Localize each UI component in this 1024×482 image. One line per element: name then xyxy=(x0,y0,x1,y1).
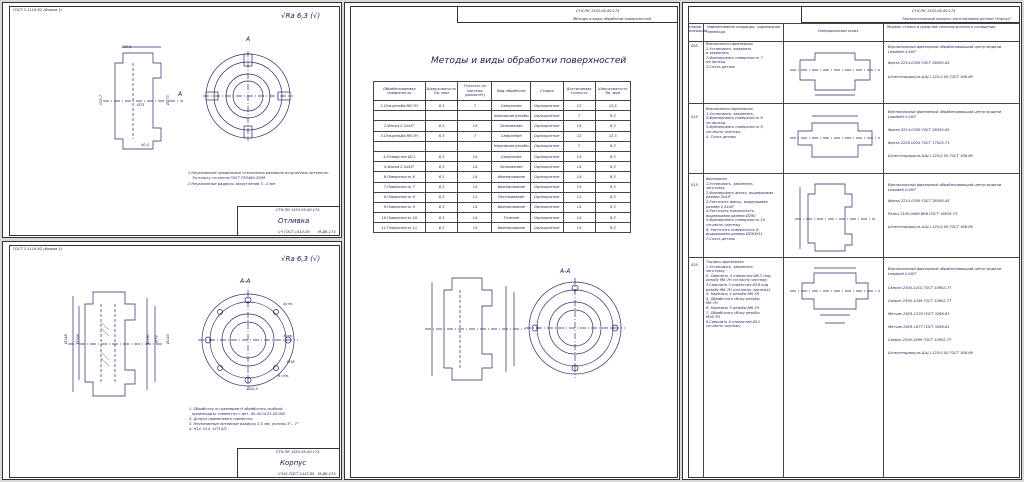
table-cell: Сверление xyxy=(492,151,531,161)
sheet-methods xyxy=(344,2,680,480)
stamp-part-name: Отливка xyxy=(278,217,310,225)
table-row xyxy=(374,162,631,172)
table-cell: 7 xyxy=(458,131,492,141)
col-accuracy: Точность по чертежу (квалитет) xyxy=(458,82,492,101)
table-cell: Зенкование xyxy=(492,121,531,131)
tool-line: Вертикальный фрезерный обрабатывающий центр модели Leadwell V-40iT xyxy=(888,183,1002,192)
dim-9: 6 отв. xyxy=(278,374,289,378)
table-row xyxy=(374,192,631,202)
table-cell: 1.Отв.резьба М8-7Н xyxy=(374,101,426,111)
title-block xyxy=(237,448,340,478)
stamp-code: СТН.ПК 1553.05.00.174 xyxy=(276,208,320,212)
col-ra: Шероховатость Ra, мкм xyxy=(425,82,458,101)
roughness-symbol: √Ra 6,3 (√) xyxy=(281,255,321,263)
table-cell: 6,3 xyxy=(595,202,630,212)
sheet-casting xyxy=(2,2,342,238)
tool-line: Вертикальный фрезерный обрабатывающий центр модели Leadwell V-40iT xyxy=(888,267,1002,276)
dim-7: 3отв. xyxy=(283,334,293,338)
note-3: 2 Неуказанные радиусы закруглений 3...5 мм xyxy=(188,182,276,186)
table-cell: Однократное xyxy=(531,213,563,223)
table-cell: Однократное xyxy=(531,151,563,161)
casting-section-view xyxy=(93,43,193,153)
table-cell: 6,3 xyxy=(595,182,630,192)
table-cell: Фрезерование xyxy=(492,223,531,233)
op-number: 020 xyxy=(691,263,698,267)
table-cell: 14 xyxy=(563,213,595,223)
table-cell: 6,3 xyxy=(425,131,458,141)
table-cell: 6,3 xyxy=(595,192,630,202)
tool-line: Метчик 2629-1877 ГОСТ 3266-81 xyxy=(888,325,950,329)
col-header-sketch: Операционный эскиз xyxy=(818,29,859,33)
table-cell: 6,3 xyxy=(425,151,458,161)
table-cell: 14 xyxy=(458,172,492,182)
table-cell: Фрезерование xyxy=(492,172,531,182)
table-cell: 14 xyxy=(458,223,492,233)
note-2: производить совместно с дет. 00-00.0123.02.002 xyxy=(192,412,286,416)
section-label: А-А xyxy=(240,278,251,285)
note-2: 7м классу точности ГОСТ Р53464-2009 xyxy=(192,176,266,180)
sheet-top-label: ГОСТ 3.1118-82 (Форма 1) xyxy=(13,8,62,12)
table-cell: 7 xyxy=(563,141,595,151)
table-cell: Нарезание резьбы xyxy=(492,141,531,151)
table-cell xyxy=(425,111,458,121)
table-cell: 5.Фаска 2,5х45° xyxy=(374,162,426,172)
table-cell: 6,3 xyxy=(595,223,630,233)
stamp-scale: М.ДК.174 xyxy=(318,472,336,476)
dim-2: Ø108 xyxy=(75,334,80,344)
table-cell: 9.Поверхность 9 xyxy=(374,202,426,212)
table-cell: 4.Отверстие Ø11 xyxy=(374,151,426,161)
table-cell: 6,3 xyxy=(425,182,458,192)
table-cell: 12,5 xyxy=(595,101,630,111)
section-label: А xyxy=(246,36,251,43)
sheet-title: Методы и виды обработки поверхностей xyxy=(431,56,627,66)
table-cell: 12 xyxy=(563,101,595,111)
table-cell: Однократное xyxy=(531,172,563,182)
table-cell: 6,3 xyxy=(425,172,458,182)
table-cell: 14 xyxy=(563,162,595,172)
tool-line: Вертикальный фрезерный обрабатывающий центр модели Leadwell V-40iT xyxy=(888,45,1002,54)
dim-10: Ø10,5 xyxy=(247,387,258,391)
table-cell: 7 xyxy=(458,101,492,111)
drawing-frame xyxy=(350,6,678,478)
tool-line: Вертикальный фрезерный обрабатывающий центр модели Leadwell V-40iT xyxy=(888,110,1002,119)
table-cell: 6,3 xyxy=(425,202,458,212)
table-cell: Однократное xyxy=(531,141,563,151)
op-description: Вертикально-фрезерная 1.Установить, закрепить, 2.Фрезеровать поверхность 6 на проход 3.Фрезеровать поверхность 9, согласно чертежу 4. Снять деталь xyxy=(706,107,764,139)
dim-5: 40,5 xyxy=(141,143,150,147)
table-cell: Зенкование xyxy=(492,162,531,172)
table-row xyxy=(374,182,631,192)
table-cell: 12 xyxy=(563,131,595,141)
table-cell: Однократное xyxy=(531,162,563,172)
note-4: 3. Неуказанные литейные радиусы 3-5 мм, уклоны 3°...7° xyxy=(189,422,299,426)
tool-line: Штангенциркуль ШЦ-I-125-0,05 ГОСТ 166-89 xyxy=(888,225,973,229)
sheet-process xyxy=(682,2,1022,480)
table-cell: Однократное xyxy=(531,101,563,111)
table-cell xyxy=(374,141,426,151)
header-name: Технологический процесс изготовления детали "Корпус" xyxy=(902,17,1012,21)
table-cell: 6,3 xyxy=(595,121,630,131)
col-header-tools: Модель станка и средства технологического оснащения xyxy=(887,25,996,29)
table-cell: 6,3 xyxy=(595,111,630,121)
note-1: 1 Неуказанные предельные отклонения размеров полученных литьем по xyxy=(188,171,329,175)
col-header-num: Номер операции xyxy=(689,25,708,33)
note-5: 4. Н14, h14, ±IT14/2 xyxy=(189,427,227,431)
table-cell: 11 xyxy=(563,192,595,202)
table-cell: 7 xyxy=(563,111,595,121)
table-cell: 14 xyxy=(458,202,492,212)
dim-2: 125,7 xyxy=(99,94,104,106)
tool-line: Фреза 2214-0359 ГОСТ 26595-85 xyxy=(888,128,950,132)
table-cell: 11.Поверхность 11 xyxy=(374,223,426,233)
table-cell: 6,3 xyxy=(425,162,458,172)
table-cell: Однократное xyxy=(531,182,563,192)
dim-3: Ø190 xyxy=(145,334,150,344)
tool-line: Штангенциркуль ШЦ-I-125-0,05 ГОСТ 166-89 xyxy=(888,75,973,79)
dim-1: Ø148 xyxy=(63,334,68,344)
table-cell: 6.Поверхность 6 xyxy=(374,172,426,182)
table-cell: Однократное xyxy=(531,111,563,121)
op-number: 005 xyxy=(691,44,698,48)
op-sketch xyxy=(790,111,880,166)
op-number: 010 xyxy=(691,115,698,119)
table-cell: 10.Поверхность 10 xyxy=(374,213,426,223)
table-cell: 6,3 xyxy=(425,101,458,111)
tool-line: Фреза 2220-0224 ГОСТ 17025-71 xyxy=(888,141,950,145)
col-method: Вид обработки xyxy=(492,82,531,101)
op-sketch xyxy=(790,45,880,100)
table-row xyxy=(374,172,631,182)
table-row xyxy=(374,223,631,233)
table-row xyxy=(374,121,631,131)
table-cell: Точение xyxy=(492,213,531,223)
tool-line: Метчик 2629-1379 ГОСТ 3266-81 xyxy=(888,312,950,316)
table-cell: 6,3 xyxy=(595,172,630,182)
section-label: А-А xyxy=(560,268,571,275)
table-cell: Однократное xyxy=(531,223,563,233)
header-name: Методы и виды обработки поверхностей xyxy=(573,17,651,21)
stamp-scale: М.ДК.174 xyxy=(318,230,336,234)
col-stage: Стадия xyxy=(531,82,563,101)
casting-front-view xyxy=(203,51,293,141)
op-sketch xyxy=(790,265,880,340)
op-description: Фрезерная 1.Установить, закрепить заготовку 2.Фрезеровать фаску, выдерживая размер 3х45° 3.Расточить фаску, выдерживая размер 2,5х45° 4.Расточить поверхность, выдерживая размер Ø290 5.Фрезеровать поверхность 10 согласно чертежу 6. Расточить поверхность 8, выдерживая размер Ø250Н11 7.Снять деталь xyxy=(706,177,774,241)
dim-3: Ø75 xyxy=(137,103,145,107)
table-cell: 14 xyxy=(458,182,492,192)
table-cell: 14 xyxy=(458,151,492,161)
stamp-material: СЧ15 ГОСТ 1412-85 xyxy=(278,472,315,476)
header-code: СТН.ПК 1553.05.00.174 xyxy=(576,9,620,13)
table-cell: 6,3 xyxy=(425,213,458,223)
table-cell: 6,3 xyxy=(595,213,630,223)
tool-line: Фреза 2214-0359 ГОСТ 26595-85 xyxy=(888,199,950,203)
table-row xyxy=(374,101,631,111)
header-block xyxy=(801,6,1020,23)
table-row xyxy=(374,111,631,121)
table-cell: Однократное xyxy=(531,192,563,202)
table-cell: Однократное xyxy=(531,121,563,131)
dim-1: 185,5 xyxy=(121,45,132,49)
methods-section-view xyxy=(420,268,530,388)
dim-8: М16 xyxy=(287,360,295,364)
table-cell: 12,5 xyxy=(595,131,630,141)
table-cell: Растачивание xyxy=(492,192,531,202)
tool-line: Штангенциркуль ШЦ-I-125-0,05 ГОСТ 166-89 xyxy=(888,154,973,158)
tool-line: Резец 2100-0069 ВК6 ГОСТ 18878-73 xyxy=(888,212,958,216)
col-header-operation: Наименование операции, содержание перехода xyxy=(707,25,781,34)
dim-5: Ø110 xyxy=(165,334,170,344)
table-row xyxy=(374,131,631,141)
table-cell: 14 xyxy=(563,182,595,192)
header-block xyxy=(457,6,678,23)
methods-front-view xyxy=(525,278,625,378)
table-cell: 14 xyxy=(563,172,595,182)
table-cell: Нарезание резьбы xyxy=(492,111,531,121)
arrow-label: А xyxy=(178,91,183,98)
header-code: СТН.ПК 1553.05.00.174 xyxy=(912,9,956,13)
table-cell: Однократное xyxy=(531,202,563,212)
table-row xyxy=(374,213,631,223)
table-cell xyxy=(425,141,458,151)
op-description: Токарно-фрезерная 1.Установить, закрепить заготовку 2. Сверлить 4 отверстия Ø6,7 под резьбу М8-7Н согласно чертежу 3.Сверлить 3 отверстия Ø16 под резьбу М8-7Н (согласно чертежу) 4. Нарезать 4 резьбы М8-7Н 5. Обработать сбоку резьбы М8-7Н 6. Нарезать 3 резьбы М8-7Н 7. Обработать сбоку резьбы М16-7Н 8.Сверлить 6 отверстий Ø11 согласно чертежу xyxy=(706,260,771,329)
roughness-symbol: √Ra 6,3 (√) xyxy=(281,12,321,20)
tool-line: Сверло 2300-3499 ГОСТ 10902-77 xyxy=(888,338,952,342)
tool-line: Штангенциркуль ШЦ-I-125-0,05 ГОСТ 166-89 xyxy=(888,351,973,355)
table-row xyxy=(374,141,631,151)
op-sketch xyxy=(790,179,880,254)
table-cell xyxy=(458,111,492,121)
stamp-code: СТН.ПК 1553.05.00.174 xyxy=(276,450,320,454)
table-cell: Фрезерование xyxy=(492,202,531,212)
table-cell: 14 xyxy=(563,202,595,212)
table-cell: Сверление xyxy=(492,131,531,141)
op-description: Вертикально-фрезерная 1.Установить, выверить и закрепить 2.Фрезеровать поверхность 7 на проход 3.Снять деталь xyxy=(706,42,763,69)
table-cell: Фрезерование xyxy=(492,182,531,192)
table-cell: 14 xyxy=(563,121,595,131)
tool-line: Фреза 2214-0359 ГОСТ 26595-85 xyxy=(888,61,950,65)
table-cell: Сверление xyxy=(492,101,531,111)
sheet-top-label: ГОСТ 3.1118-82 (Форма 1) xyxy=(13,247,62,251)
note-1: 1. Обработку по размерам Н обработать скобкой xyxy=(189,407,283,411)
table-cell: 6,3 xyxy=(595,141,630,151)
table-cell: 14 xyxy=(458,213,492,223)
table-cell: 6,3 xyxy=(425,223,458,233)
stamp-material: СЧ ГОСТ 1412-85 xyxy=(278,230,310,234)
table-cell: 14 xyxy=(563,223,595,233)
dim-4: Ø79 xyxy=(154,335,159,343)
table-cell: 14 xyxy=(563,151,595,161)
table-cell: 11 xyxy=(458,192,492,202)
table-cell: 2.Фаска 2,5х45° xyxy=(374,121,426,131)
table-cell: 14 xyxy=(458,162,492,172)
table-row xyxy=(374,151,631,161)
sheet-part xyxy=(2,241,342,480)
table-cell: 6,3 xyxy=(425,192,458,202)
tool-line: Сверло 2300-1415 ГОСТ 10902-77 xyxy=(888,286,952,290)
dim-6: 4отв. xyxy=(283,302,293,306)
op-number: 015 xyxy=(691,183,698,187)
table-cell: 8.Поверхность 8 xyxy=(374,192,426,202)
table-row xyxy=(374,202,631,212)
table-cell: 6,3 xyxy=(595,162,630,172)
table-cell xyxy=(458,141,492,151)
table-cell: 14 xyxy=(458,121,492,131)
table-cell: Однократное xyxy=(531,131,563,141)
table-cell: 6,3 xyxy=(425,121,458,131)
note-3: 2. Допуск применения совместно xyxy=(189,417,253,421)
table-cell xyxy=(374,111,426,121)
col-surface: Обрабатываемая поверхность xyxy=(374,82,426,101)
dim-4: Ø173 xyxy=(165,95,170,105)
title-block xyxy=(237,206,340,236)
methods-table xyxy=(373,81,631,233)
tool-line: Сверло 2300-1449 ГОСТ 10902-77 xyxy=(888,299,952,303)
table-cell: 3.Отв.резьба М8-7Н xyxy=(374,131,426,141)
table-cell: 6,3 xyxy=(595,151,630,161)
col-achieved: Достигаемая точность xyxy=(563,82,595,101)
table-cell: 7.Поверхность 7 xyxy=(374,182,426,192)
col-ra-achieved: Шероховатость Ra, мкм xyxy=(595,82,630,101)
stamp-part-name: Корпус xyxy=(280,459,307,467)
